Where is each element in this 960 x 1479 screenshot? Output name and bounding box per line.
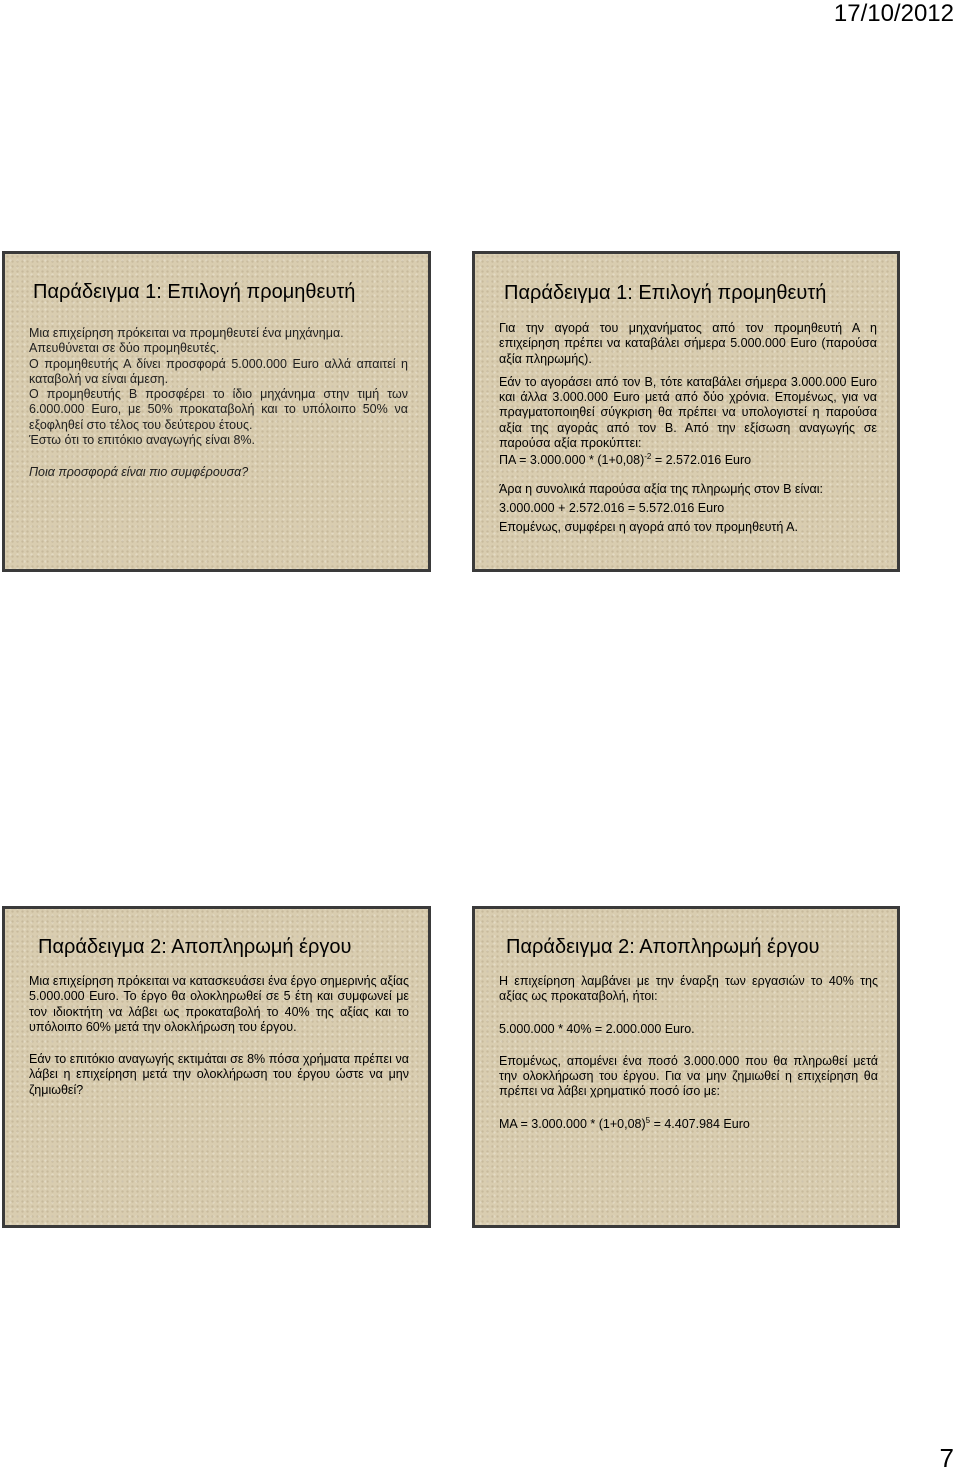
- slide-title: Παράδειγμα 1: Επιλογή προμηθευτή: [33, 281, 356, 303]
- slide-paragraph: 5.000.000 * 40% = 2.000.000 Euro.: [499, 1021, 695, 1036]
- slide-line: Μια επιχείρηση πρόκειται να προμηθευτεί ένα μηχάνημα.: [29, 326, 344, 340]
- formula-exponent: 5: [645, 1115, 651, 1125]
- slide-title: Παράδειγμα 1: Επιλογή προμηθευτή: [504, 282, 827, 304]
- slide-paragraph: Άρα η συνολικά παρούσα αξία της πληρωμής στον Β είναι:: [499, 481, 823, 496]
- slide-title: Παράδειγμα 2: Αποπληρωμή έργου: [506, 936, 820, 958]
- slide-line: Απευθύνεται σε δύο προμηθευτές.: [29, 341, 220, 356]
- slide-paragraph: Μια επιχείρηση πρόκειται να κατασκευάσει ένα έργο σημερινής αξίας 5.000.000 Euro. Το έργο θα ολοκληρωθεί σε 5 έτη και συμφωνεί με τον ιδιοκτήτη να λάβει ως προκαταβολή το 40% της αξίας και το υπόλοιπο 60% μετά την ολοκλήρωση του έργου.: [29, 974, 409, 1034]
- slide-paragraph: 3.000.000 + 2.572.016 = 5.572.016 Euro: [499, 500, 725, 515]
- slide-line: Έστω ότι το επιτόκιο αναγωγής είναι 8%.: [29, 433, 256, 448]
- slide-2: [472, 251, 900, 572]
- formula: $\Pi A = 3.000.000 * (1+0,08)^{-2} = 2.572.016$ Euro: [499, 452, 752, 468]
- page-date: 17/10/2012: [833, 0, 954, 27]
- slide-4: [472, 906, 900, 1228]
- formula-exponent: -2: [644, 452, 652, 462]
- slide-3: [2, 906, 431, 1228]
- slide-question: Ποια προσφορά είναι πιο συμφέρουσα?: [29, 465, 249, 480]
- slide-paragraph: Για την αγορά του μηχανήματος από τον προμηθευτή Α η επιχείρηση πρέπει να καταβάλει σήμερα 5.000.000 Euro (παρούσα αξία πληρωμής).: [499, 321, 877, 366]
- slide-paragraph: Εάν το επιτόκιο αναγωγής εκτιμάται σε 8% πόσα χρήματα πρέπει να λάβει η επιχείρηση μετά την ολοκλήρωση του έργου ώστε να μην ζημιωθεί?: [29, 1052, 409, 1097]
- slide-body: [499, 974, 878, 1132]
- slide-title: Παράδειγμα 2: Αποπληρωμή έργου: [38, 936, 352, 958]
- formula: $MA = 3.000.000 * (1+0,08)^5 = 4.407.984$ Euro: [499, 1115, 750, 1131]
- slide-body: [29, 326, 408, 481]
- slide-body: [29, 974, 409, 1098]
- slide-body: [499, 321, 877, 536]
- slide-paragraph: Η επιχείρηση λαμβάνει με την έναρξη των εργασιών το 40% της αξίας ως προκαταβολή, ήτοι:: [499, 974, 878, 1004]
- slide-paragraph: Επομένως, απομένει ένα ποσό 3.000.000 που θα πληρωθεί μετά την ολοκλήρωση του έργου. Για να μην ζημιωθεί η επιχείρηση θα πρέπει να λάβει χρηματικό ποσό ίσο με:: [499, 1053, 878, 1099]
- slide-line: Ο προμηθευτής Β προσφέρει το ίδιο μηχάνημα στην τιμή των 6.000.000 Euro, με 50% προκαταβολή και το υπόλοιπο 50% να εξοφληθεί στο τέλος του δεύτερου έτους.: [29, 387, 408, 432]
- slide-paragraph: Επομένως, συμφέρει η αγορά από τον προμηθευτή Α.: [499, 520, 798, 535]
- slide-paragraph: Εάν το αγοράσει από τον Β, τότε καταβάλει σήμερα 3.000.000 Euro και άλλα 3.000.000 Euro μετά από δύο χρόνια. Επομένως, για να πραγματοποιηθεί σύγκριση θα πρέπει να υπολογιστεί η παρούσα αξία της αγοράς από τον Β. Από την εξίσωση αναγωγής σε παρούσα αξία προκύπτει:: [499, 374, 877, 451]
- slide-line: Ο προμηθευτής Α δίνει προσφορά 5.000.000 Euro αλλά απαιτεί η καταβολή να είναι άμεση.: [29, 356, 408, 386]
- slide-1: [2, 251, 431, 572]
- page-number: 7: [939, 1443, 954, 1473]
